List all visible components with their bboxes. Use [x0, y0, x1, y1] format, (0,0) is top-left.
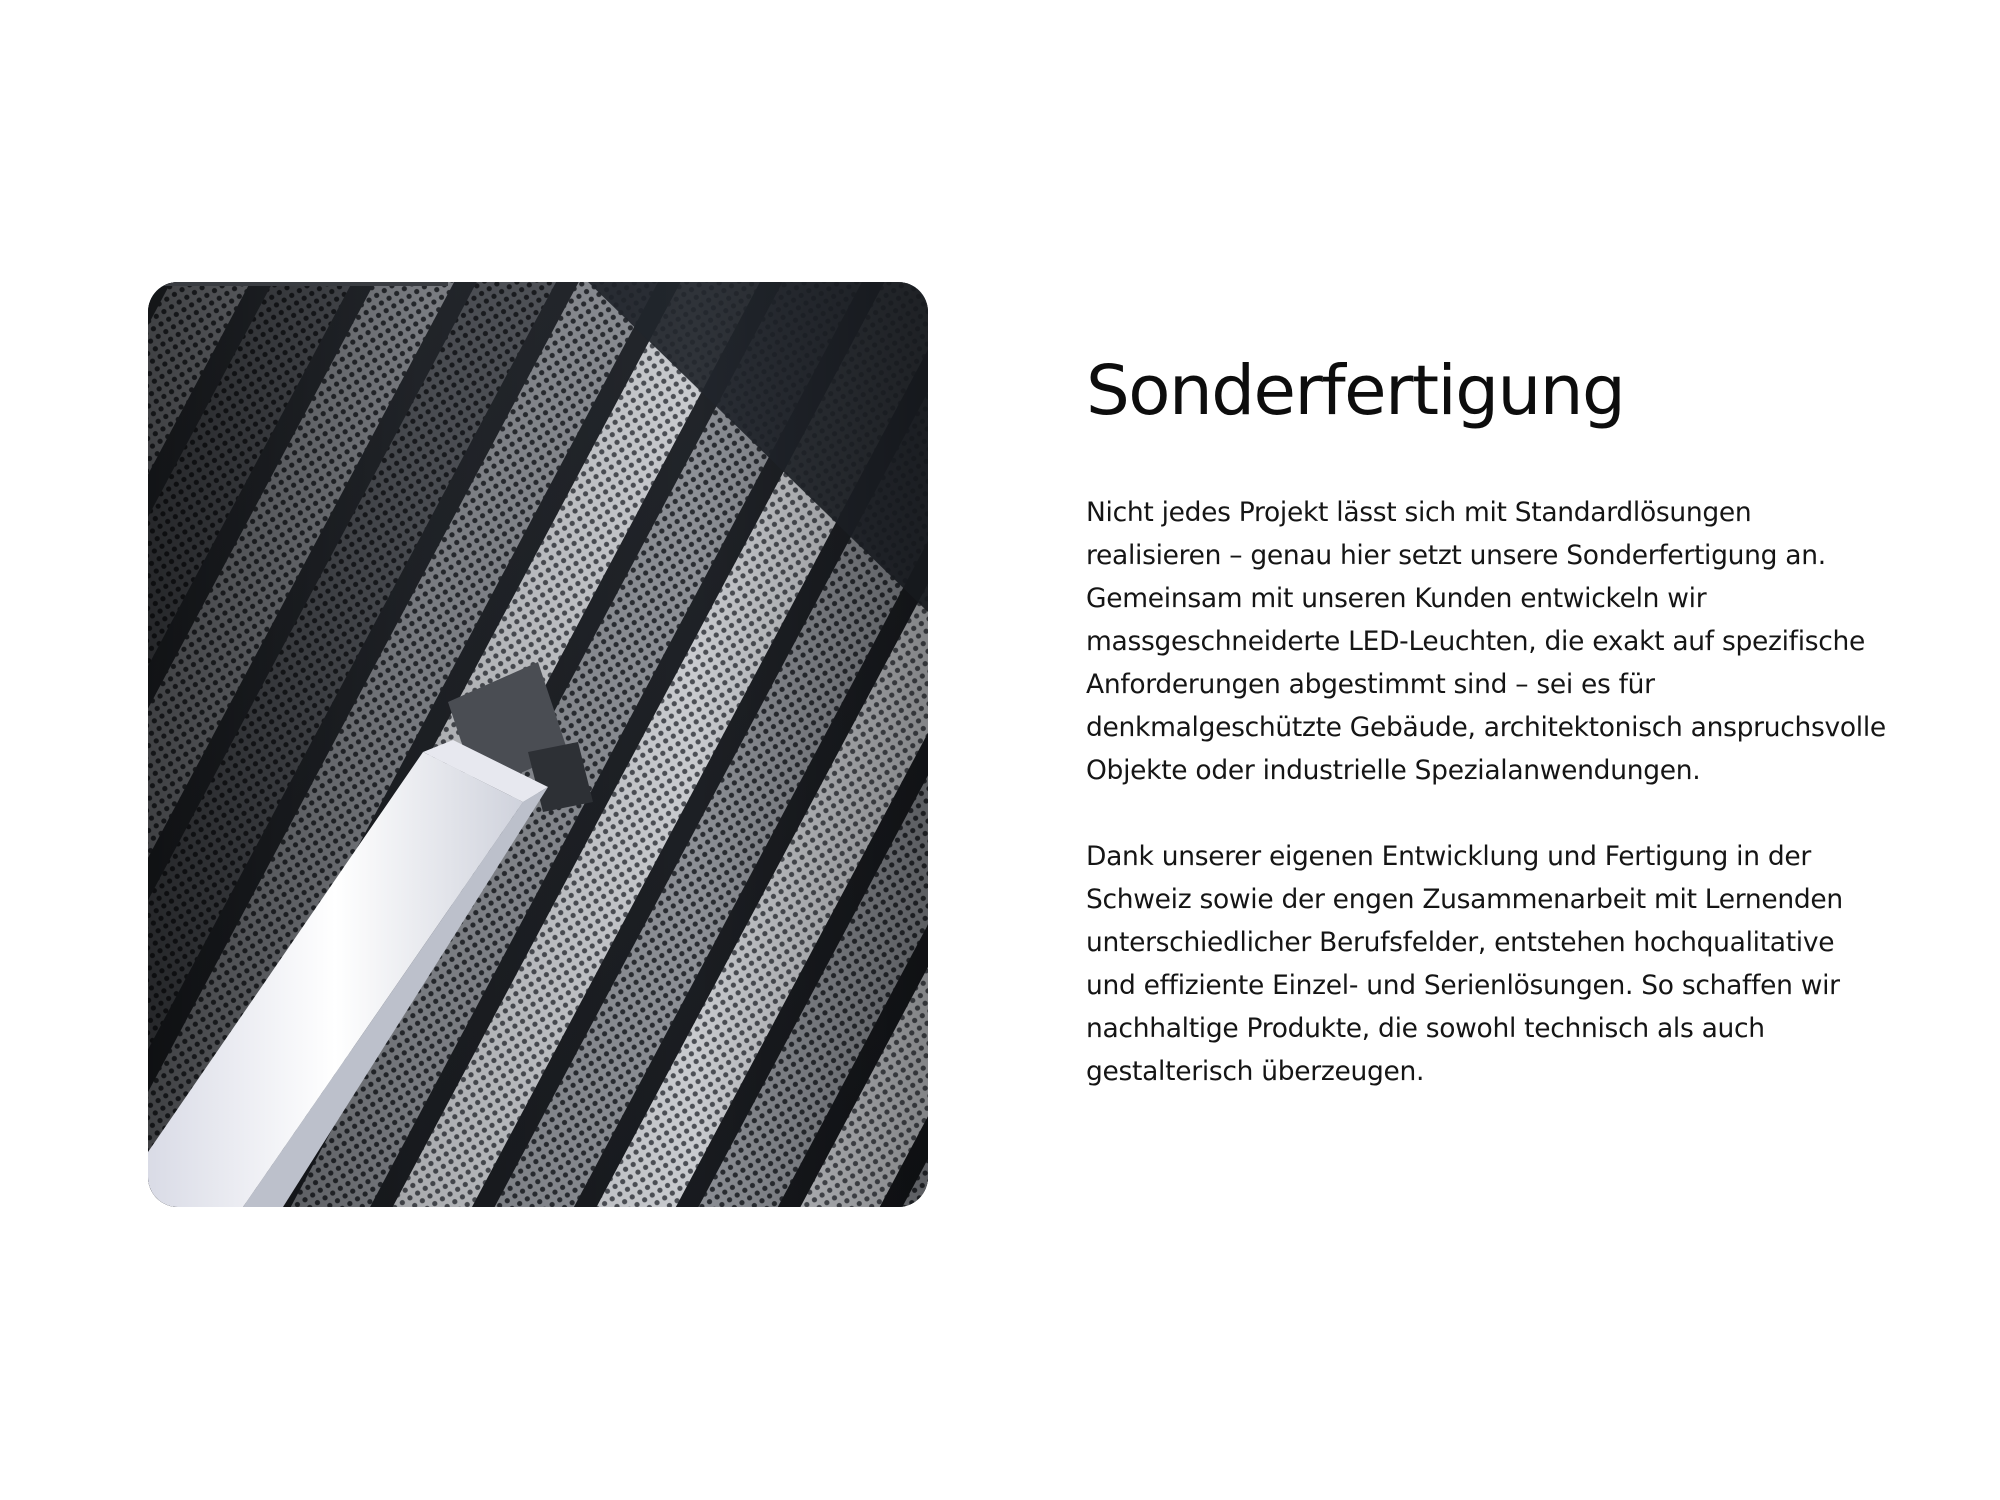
product-photo [148, 282, 928, 1207]
content-column [1086, 352, 1886, 1093]
intro-paragraph: Nicht jedes Projekt lässt sich mit Standardlösungen realisieren – genau hier setzt unsere Sonderfertigung an. Gemeinsam mit unseren Kunden entwickeln wir massgeschneiderte LED-Leuchten, die exakt auf spezifische Anforderungen abgestimmt sind – sei es für denkmalgeschützte Gebäude, architektonisch anspruchsvolle Objekte oder industrielle Spezialanwendungen. [1086, 497, 1886, 787]
section-title: Sonderfertigung [1086, 351, 1625, 431]
led-luminaire-image [148, 282, 928, 1207]
detail-paragraph: Dank unserer eigenen Entwicklung und Fertigung in der Schweiz sowie der engen Zusammenarbeit mit Lernenden unterschiedlicher Berufsfelder, entstehen hochqualitative und effiziente Einzel- und Serienlösungen. So schaffen wir nachhaltige Produkte, die sowohl technisch als auch gestalterisch überzeugen. [1086, 841, 1843, 1088]
